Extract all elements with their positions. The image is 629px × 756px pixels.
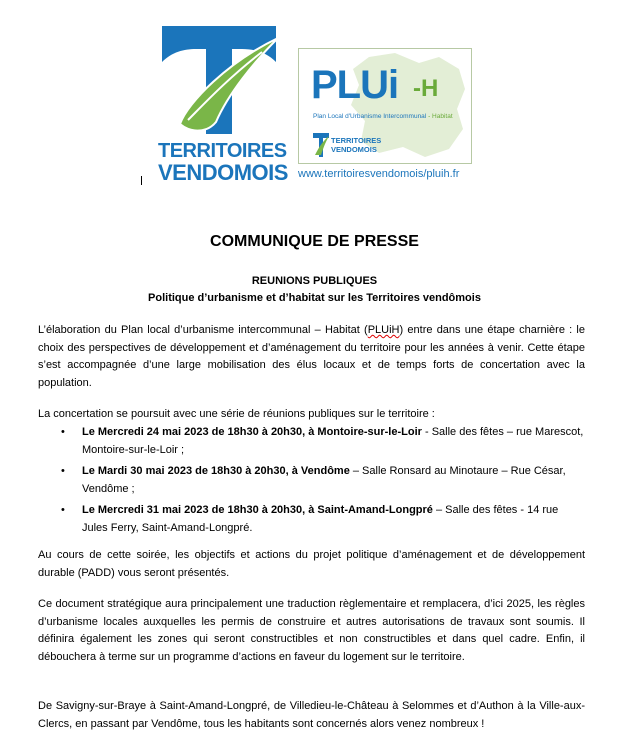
bullet-icon: • [61,426,65,438]
subhead-reunions: REUNIONS PUBLIQUES [251,275,378,287]
pluih-url: www.territoiresvendomois/pluih.fr [298,168,460,180]
meeting-item [38,424,585,459]
paragraph-padd: Au cours de cette soirée, les objectifs et actions du projet politique d’aménagement et de développement durable (PADD) vous seront présentés. [38,549,585,579]
paragraph-closing: De Savigny-sur-Braye à Saint-Amand-Longpré, de Villedieu-le-Château à Selommes et d’Authon à la Ville-aux-Clercs, en passant par Vendôme, tous les habitants sont concernés alors venez nombreux ! [38,700,585,730]
pluih-title: PLUi [311,63,399,107]
meeting-date-place: Le Mardi 30 mai 2023 de 18h30 à 20h30, à Vendôme [82,465,350,477]
pluih-suffix: -H [413,75,439,102]
pluih-subtitle [313,113,453,120]
page-title: COMMUNIQUE DE PRESSE [210,233,419,250]
pluih-logo [298,48,472,164]
meeting-venue: - Salle des fêtes – rue Marescot, Montoire-sur-le-Loir ; [82,426,584,456]
mini-t-emblem-icon [313,133,329,159]
tv-t-emblem-icon [158,22,280,142]
meeting-item [38,502,585,537]
meeting-date-place: Le Mercredi 24 mai 2023 de 18h30 à 20h30, à Montoire-sur-le-Loir [82,426,422,438]
meeting-venue: – Salle des fêtes - 14 rue Jules Ferry, Saint-Amand-Longpré. [82,504,559,534]
tv-logo-line2: VENDOMOIS [158,160,288,185]
paragraph-intro [38,322,585,392]
pluih-mini-logo [313,127,403,159]
pluih-mini-line2: VENDOMOIS [331,145,377,154]
meetings-intro: La concertation se poursuit avec une série de réunions publiques sur le territoire : [38,408,435,420]
paragraph-document: Ce document stratégique aura principalement une traduction règlementaire et remplacera, d’ici 2025, les règles d’urbanisme locales auxquelles les permis de construire et autres autorisations de travaux sont soumis. Il définira également les zones qui seront constructibles et non constructibles et dans quel cadre. Enfin, il débouchera à terme sur un programme d’actions en faveur du logement sur le territoire. [38,598,585,663]
p1-pluih-term: PLUiH [367,324,400,336]
pluih-subtitle-suffix: - Habitat [428,113,453,120]
meetings-list [38,424,585,541]
subhead-politique: Politique d’urbanisme et d’habitat sur les Territoires vendômois [148,292,481,304]
p1-text-c: ) entre dans une étape charnière : le choix des perspectives de développement et d’aménagement du territoire pour les années à venir. Cette étape s’est accompagnée d’une large mobilisation des élus locaux et de temps forts de concertation avec la population. [38,324,585,389]
tv-logo-line1: TERRITOIRES [158,140,287,162]
p1-text-a: L’élaboration du Plan local d’urbanisme intercommunal – Habitat ( [38,324,368,336]
territoires-vendomois-logo [158,22,288,187]
meeting-date-place: Le Mercredi 31 mai 2023 de 18h30 à 20h30, à Saint-Amand-Longpré [82,504,433,516]
bullet-icon: • [61,504,65,516]
pluih-mini-line1: TERRITOIRES [331,136,382,145]
text-cursor [141,176,142,185]
meeting-venue: – Salle Ronsard au Minotaure – Rue César, Vendôme ; [82,465,566,495]
meeting-item [38,463,585,498]
bullet-icon: • [61,465,65,477]
pluih-subtitle-main: Plan Local d'Urbanisme Intercommunal [313,113,427,120]
